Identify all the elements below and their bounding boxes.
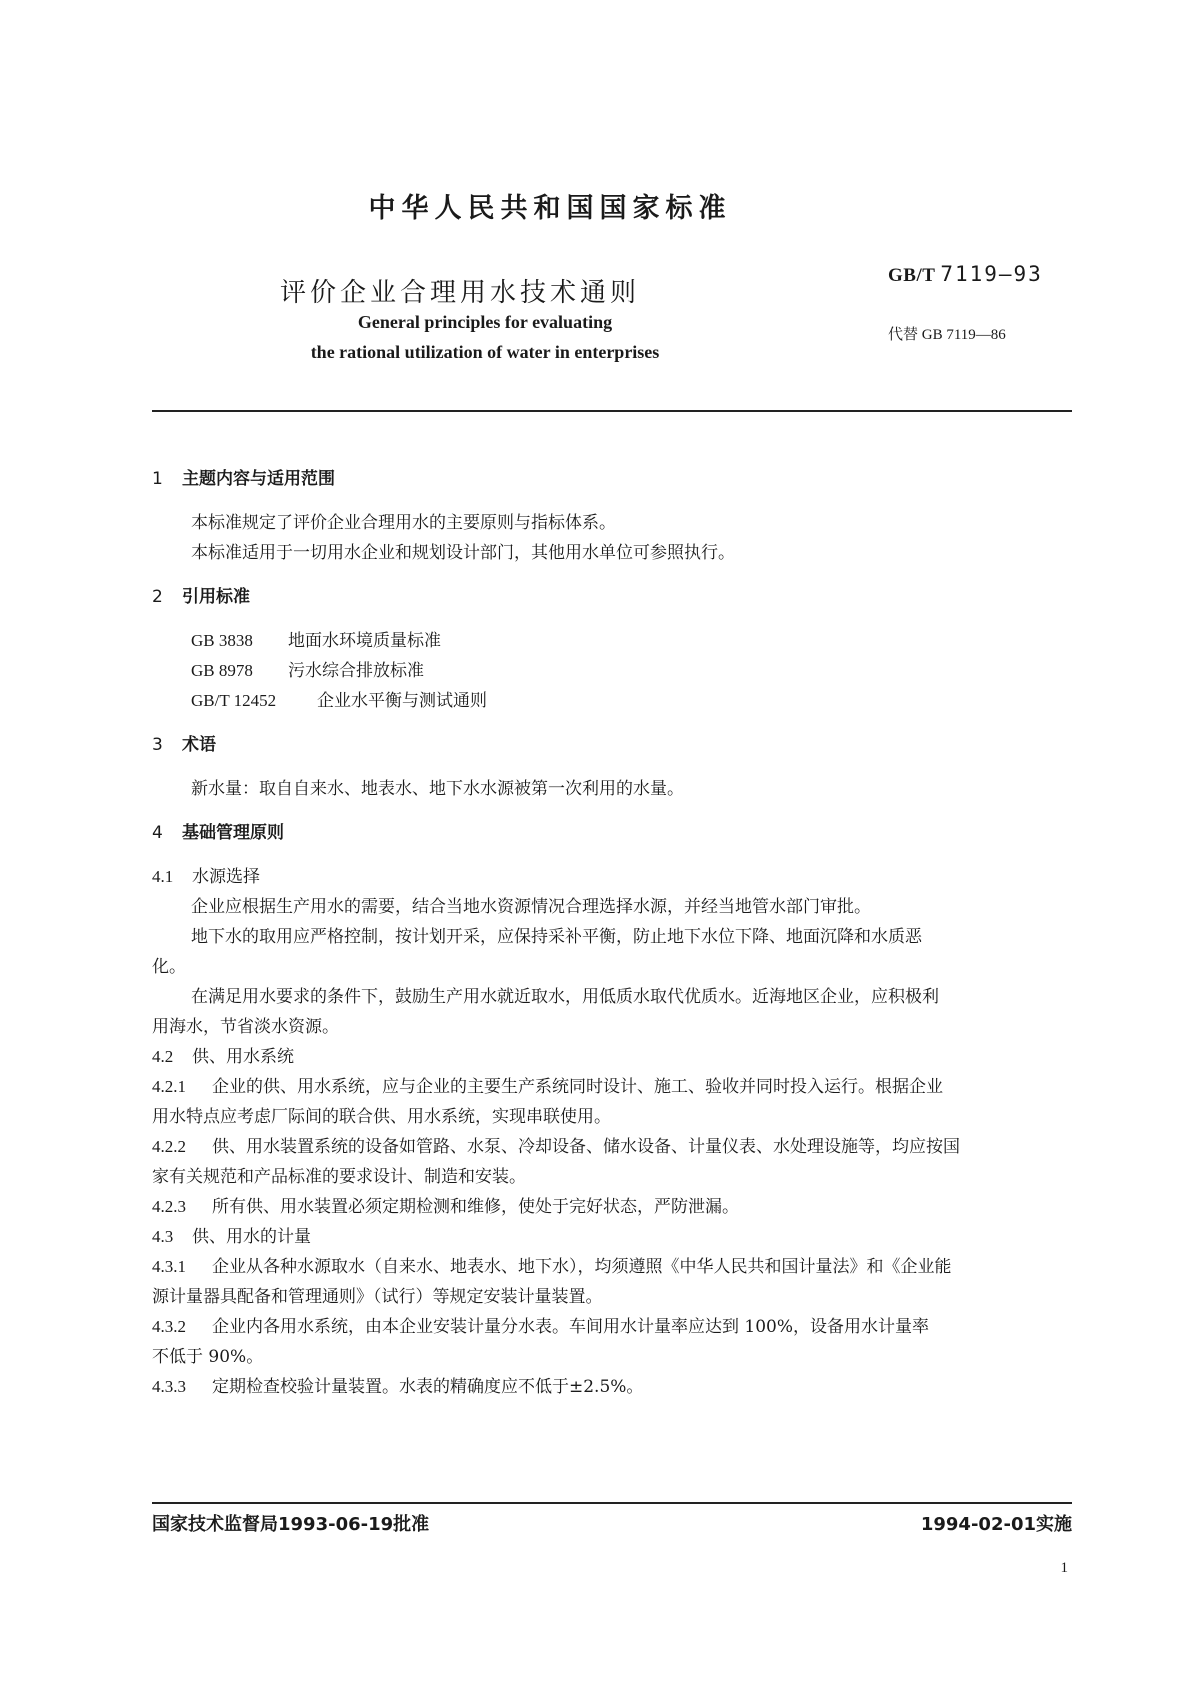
reference-item [191, 656, 424, 681]
section-number: 3 [152, 735, 163, 755]
clause-text: 定期检查校验计量装置。水表的精确度应不低于±2.5%。 [212, 1377, 644, 1397]
clause-4-3-3 [152, 1372, 643, 1397]
reference-code: GB 3838 [191, 631, 253, 650]
clause-text: 所有供、用水装置必须定期检测和维修，使处于完好状态，严防泄漏。 [212, 1197, 739, 1217]
clause-number: 4.3 [152, 1227, 174, 1246]
clause-4-1-paragraph-3-cont: 用海水，节省淡水资源。 [152, 1017, 339, 1037]
reference-name: 污水综合排放标准 [288, 661, 424, 681]
footer-divider [152, 1502, 1072, 1504]
clause-4-3-1 [152, 1252, 952, 1277]
reference-name: 地面水环境质量标准 [288, 631, 441, 651]
standard-number: 7119—93 [940, 262, 1043, 286]
clause-number: 4.1 [152, 867, 174, 886]
section-1-paragraph-1: 本标准规定了评价企业合理用水的主要原则与指标体系。 [191, 513, 616, 533]
clause-4-2-2-cont: 家有关规范和产品标准的要求设计、制造和安装。 [152, 1167, 526, 1187]
document-title-cn: 评价企业合理用水技术通则 [280, 278, 641, 308]
section-number: 2 [152, 587, 163, 607]
reference-code: GB 8978 [191, 661, 253, 680]
clause-4-3-heading [152, 1222, 311, 1247]
clause-4-1-paragraph-3: 在满足用水要求的条件下，鼓励生产用水就近取水，用低质水取代优质水。近海地区企业，应积极利 [191, 987, 939, 1007]
section-3-heading [152, 730, 216, 755]
clause-4-2-2 [152, 1132, 960, 1157]
section-title: 引用标准 [182, 587, 250, 607]
clause-4-2-1 [152, 1072, 943, 1097]
clause-text: 企业内各用水系统，由本企业安装计量分水表。车间用水计量率应达到 100%，设备用水计量率 [212, 1317, 930, 1337]
section-title: 术语 [182, 735, 216, 755]
reference-item [191, 686, 487, 711]
approval-line: 国家技术监督局1993-06-19批准 [152, 1514, 430, 1535]
clause-title: 供、用水系统 [192, 1047, 294, 1067]
clause-number: 4.3.2 [152, 1317, 186, 1336]
clause-4-3-2-cont: 不低于 90%。 [152, 1347, 264, 1367]
section-title: 基础管理原则 [182, 823, 284, 843]
clause-number: 4.3.3 [152, 1377, 186, 1396]
page-number: 1 [1060, 1560, 1068, 1576]
replaces-standard: 代替 GB 7119—86 [888, 327, 1006, 343]
section-number: 1 [152, 469, 163, 489]
clause-number: 4.2.3 [152, 1197, 186, 1216]
clause-number: 4.2 [152, 1047, 174, 1066]
clause-4-1-heading [152, 862, 260, 887]
reference-code: GB/T 12452 [191, 691, 277, 710]
clause-text: 企业从各种水源取水（自来水、地表水、地下水），均须遵照《中华人民共和国计量法》和《企业能 [212, 1257, 952, 1277]
section-number: 4 [152, 823, 163, 843]
clause-4-1-paragraph-2: 地下水的取用应严格控制，按计划开采，应保持采补平衡，防止地下水位下降、地面沉降和水质恶 [191, 927, 922, 947]
clause-4-3-2 [152, 1312, 929, 1337]
clause-number: 4.3.1 [152, 1257, 186, 1276]
clause-4-2-3 [152, 1192, 739, 1217]
section-1-heading [152, 464, 335, 489]
document-title-en-line2: the rational utilization of water in enterprises [310, 342, 660, 362]
section-4-heading [152, 818, 284, 843]
clause-title: 水源选择 [192, 867, 260, 887]
standard-code [888, 262, 1043, 287]
clause-text: 企业的供、用水系统，应与企业的主要生产系统同时设计、施工、验收并同时投入运行。根据企业 [212, 1077, 943, 1097]
section-2-heading [152, 582, 250, 607]
section-3-paragraph-1: 新水量：取自自来水、地表水、地下水水源被第一次利用的水量。 [191, 779, 684, 799]
country-standard-heading: 中华人民共和国国家标准 [368, 193, 732, 224]
reference-item [191, 626, 441, 651]
clause-4-3-1-cont: 源计量器具配备和管理通则》（试行）等规定安装计量装置。 [152, 1287, 603, 1307]
reference-name: 企业水平衡与测试通则 [317, 691, 487, 711]
standard-prefix: GB/T [888, 265, 936, 286]
section-1-paragraph-2: 本标准适用于一切用水企业和规划设计部门，其他用水单位可参照执行。 [191, 543, 735, 563]
clause-4-2-1-cont: 用水特点应考虑厂际间的联合供、用水系统，实现串联使用。 [152, 1107, 611, 1127]
document-title-en-line1: General principles for evaluating [357, 312, 613, 332]
clause-title: 供、用水的计量 [192, 1227, 311, 1247]
header-divider [152, 410, 1072, 412]
clause-number: 4.2.2 [152, 1137, 186, 1156]
clause-4-1-paragraph-1: 企业应根据生产用水的需要，结合当地水资源情况合理选择水源，并经当地管水部门审批。 [191, 897, 871, 917]
clause-number: 4.2.1 [152, 1077, 186, 1096]
clause-4-2-heading [152, 1042, 294, 1067]
clause-text: 供、用水装置系统的设备如管路、水泵、冷却设备、储水设备、计量仪表、水处理设施等，均应按国 [212, 1137, 960, 1157]
effective-date: 1994-02-01实施 [920, 1514, 1072, 1535]
clause-4-1-paragraph-2-cont: 化。 [152, 957, 186, 977]
section-title: 主题内容与适用范围 [182, 469, 335, 489]
